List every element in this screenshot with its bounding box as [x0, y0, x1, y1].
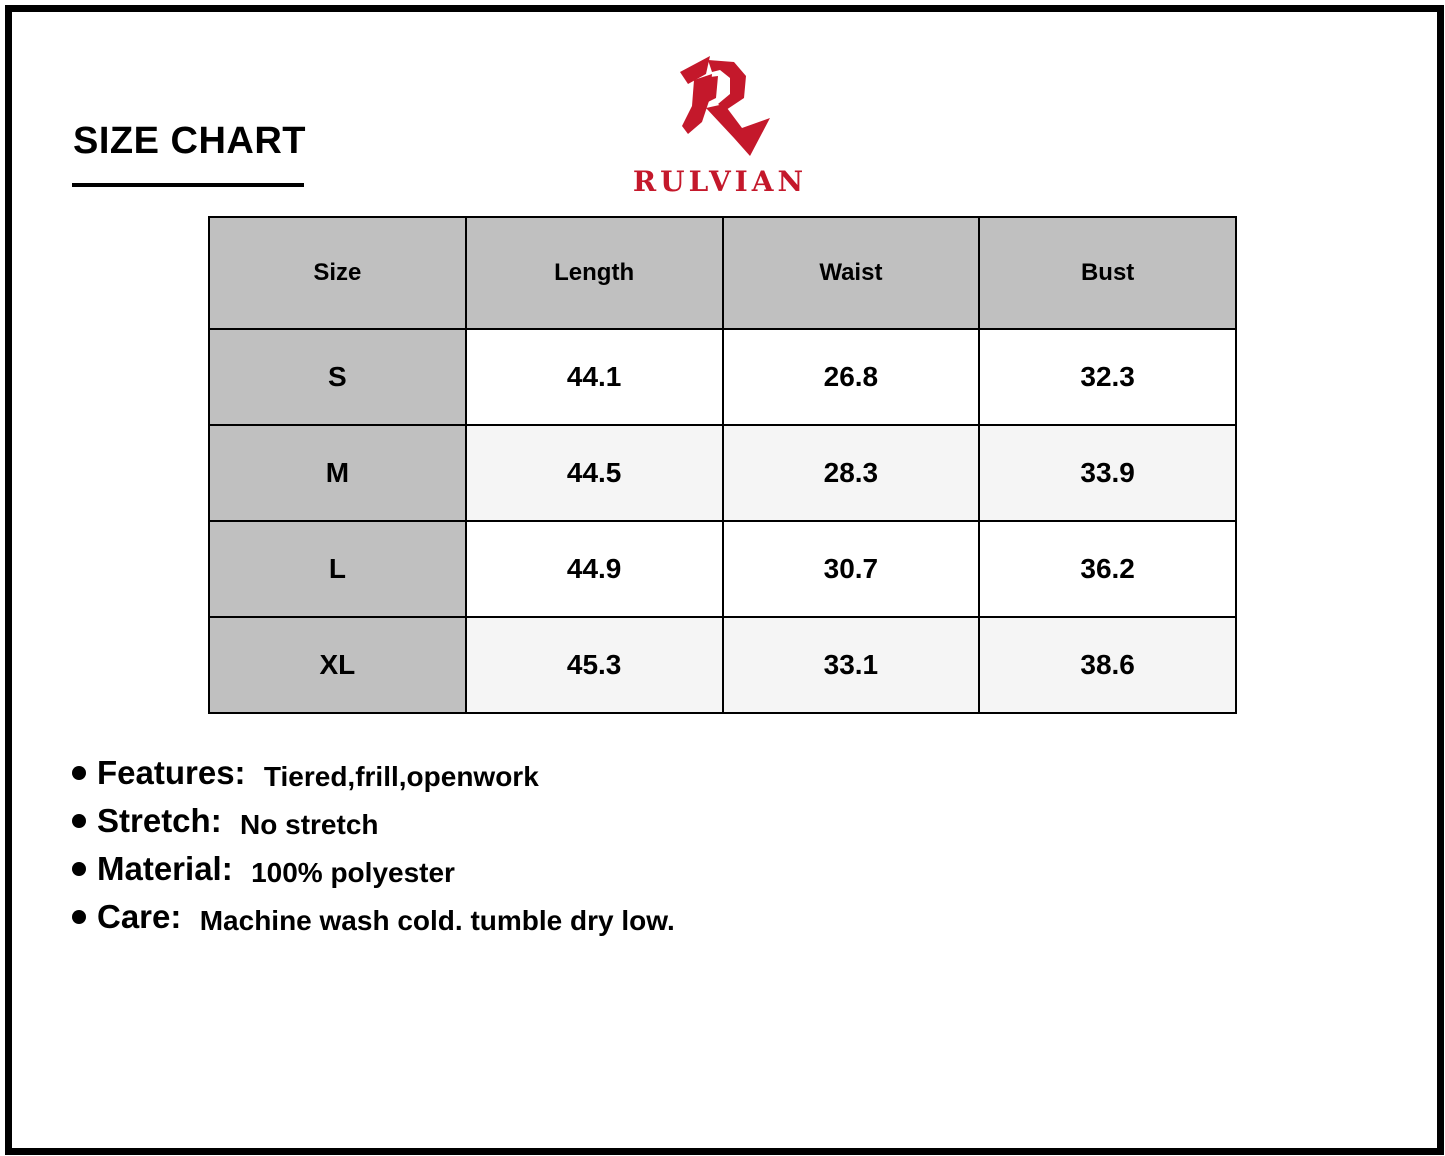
- waist-cell: 33.1: [723, 617, 980, 713]
- bullet-icon: [72, 766, 86, 780]
- table-row: [209, 521, 1236, 617]
- bust-cell: 38.6: [979, 617, 1236, 713]
- bullet-icon: [72, 814, 86, 828]
- length-cell: 44.1: [466, 329, 723, 425]
- detail-label: Material: 100% polyester: [97, 850, 455, 888]
- detail-label: Stretch: No stretch: [97, 802, 379, 840]
- title-underline: [72, 183, 304, 187]
- detail-value: No stretch: [240, 809, 379, 840]
- size-cell: S: [209, 329, 466, 425]
- size-cell: M: [209, 425, 466, 521]
- table-row: [209, 329, 1236, 425]
- length-cell: 44.5: [466, 425, 723, 521]
- header-waist: Waist: [723, 217, 980, 329]
- bust-cell: 33.9: [979, 425, 1236, 521]
- rulvian-r-logo-icon: [672, 52, 772, 164]
- detail-label: Features: Tiered,frill,openwork: [97, 754, 539, 792]
- length-cell: 45.3: [466, 617, 723, 713]
- size-table: [208, 216, 1237, 714]
- brand-name: RULVIAN: [632, 165, 808, 198]
- header-bust: Bust: [979, 217, 1236, 329]
- header-length: Length: [466, 217, 723, 329]
- detail-label: Care: Machine wash cold. tumble dry low.: [97, 898, 675, 936]
- bullet-icon: [72, 862, 86, 876]
- size-cell: L: [209, 521, 466, 617]
- brand-logo: [620, 48, 830, 198]
- table-row: [209, 617, 1236, 713]
- waist-cell: 30.7: [723, 521, 980, 617]
- bust-cell: 32.3: [979, 329, 1236, 425]
- detail-value: Machine wash cold. tumble dry low.: [199, 905, 675, 936]
- bust-cell: 36.2: [979, 521, 1236, 617]
- table-header-row: [209, 217, 1236, 329]
- table-row: [209, 425, 1236, 521]
- bullet-icon: [72, 910, 86, 924]
- detail-value: Tiered,frill,openwork: [263, 761, 539, 792]
- waist-cell: 28.3: [723, 425, 980, 521]
- detail-value: 100% polyester: [251, 857, 455, 888]
- size-cell: XL: [209, 617, 466, 713]
- header-size: Size: [209, 217, 466, 329]
- length-cell: 44.9: [466, 521, 723, 617]
- page-title: SIZE CHART: [73, 120, 306, 162]
- waist-cell: 26.8: [723, 329, 980, 425]
